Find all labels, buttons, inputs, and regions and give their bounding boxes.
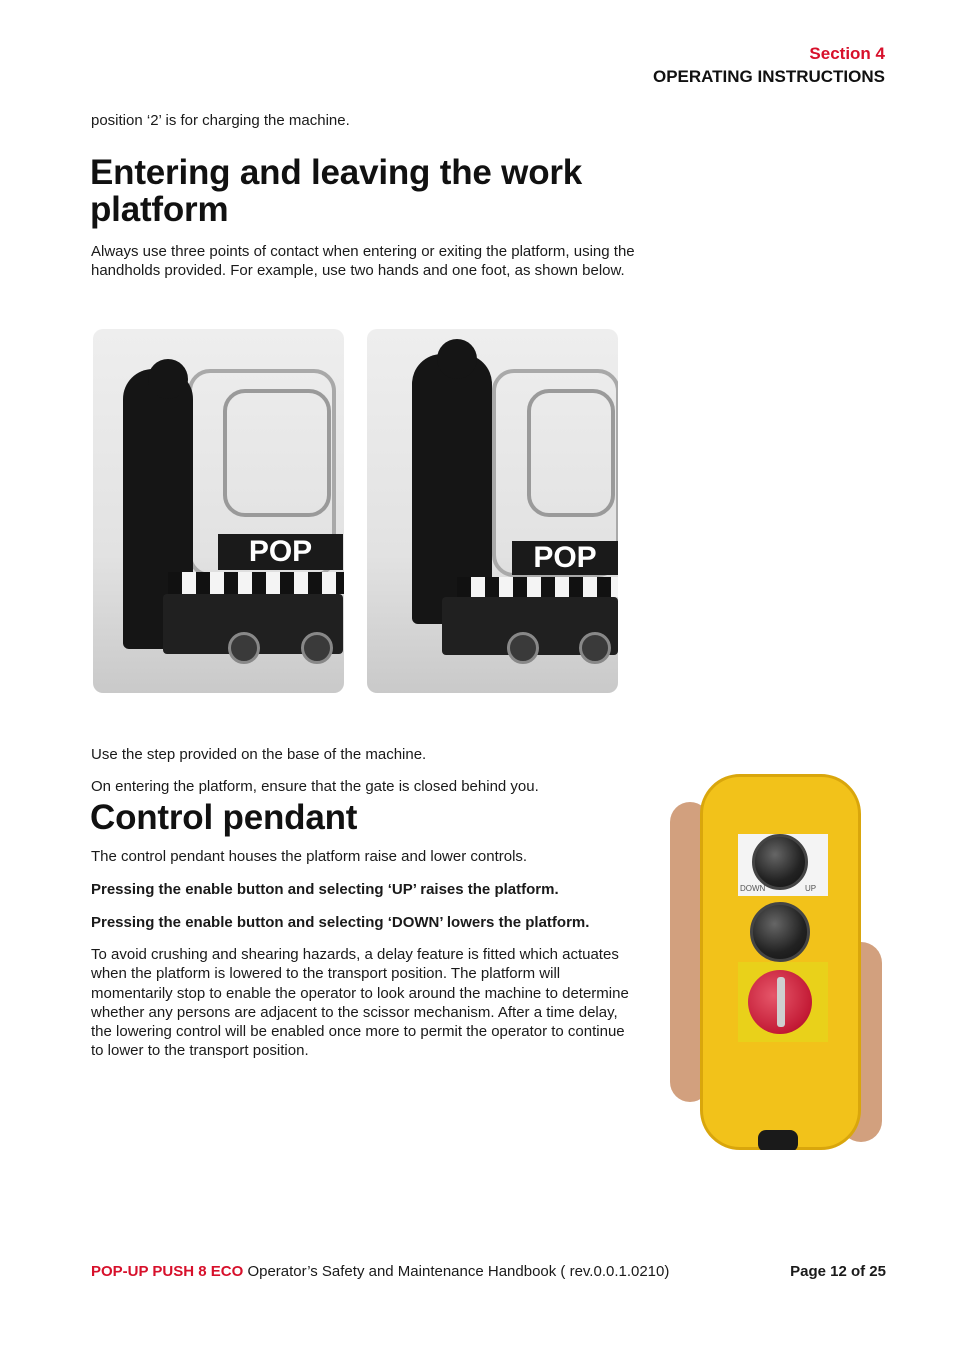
footer-document-title <box>91 1263 669 1280</box>
entering-heading: Entering and leaving the work platform <box>90 153 583 229</box>
page-number: Page 12 of 25 <box>790 1263 886 1280</box>
pop-up-logo: POP <box>218 534 343 570</box>
enable-button <box>750 902 810 962</box>
down-label: DOWN <box>740 884 766 893</box>
section-title: OPERATING INSTRUCTIONS <box>652 67 885 86</box>
photo-entering-step-2 <box>367 329 618 693</box>
footer-brand: POP-UP PUSH 8 ECO <box>91 1263 244 1280</box>
up-label: UP <box>805 884 817 893</box>
pendant-delay-paragraph: To avoid crushing and shearing hazards, a delay feature is fitted which actuates when the platform is lowered to the transport position. The platform will momentarily stop to enable the operator to look around the machine to determine whether any persons are adjacent to the scissor mechanism. After a time delay, the lowering control will be enabled once more to permit the operator to continue to lower to the transport position. <box>91 946 629 1060</box>
step-note: Use the step provided on the base of the machine. <box>91 746 427 763</box>
pendant-down-instruction: Pressing the enable button and selecting ‘DOWN’ lowers the platform. <box>91 914 590 931</box>
gate-note: On entering the platform, ensure that the gate is closed behind you. <box>91 778 539 795</box>
pendant-heading: Control pendant <box>90 798 358 837</box>
section-number: Section 4 <box>809 44 885 63</box>
pendant-up-instruction: Pressing the enable button and selecting ‘UP’ raises the platform. <box>91 881 559 898</box>
pendant-intro: The control pendant houses the platform raise and lower controls. <box>91 848 528 865</box>
control-pendant-photo <box>670 762 882 1150</box>
up-down-button <box>752 834 808 890</box>
entering-paragraph: Always use three points of contact when entering or exiting the platform, using the handholds provided. For example, use two hands and one foot, as shown below. <box>91 243 635 280</box>
intro-text: position ‘2’ is for charging the machine. <box>91 112 350 129</box>
pop-up-logo-2: POP <box>512 541 618 575</box>
footer-handbook-title: Operator’s Safety and Maintenance Handbook ( rev.0.0.1.0210) <box>247 1263 670 1280</box>
photo-entering-step-1 <box>93 329 344 693</box>
